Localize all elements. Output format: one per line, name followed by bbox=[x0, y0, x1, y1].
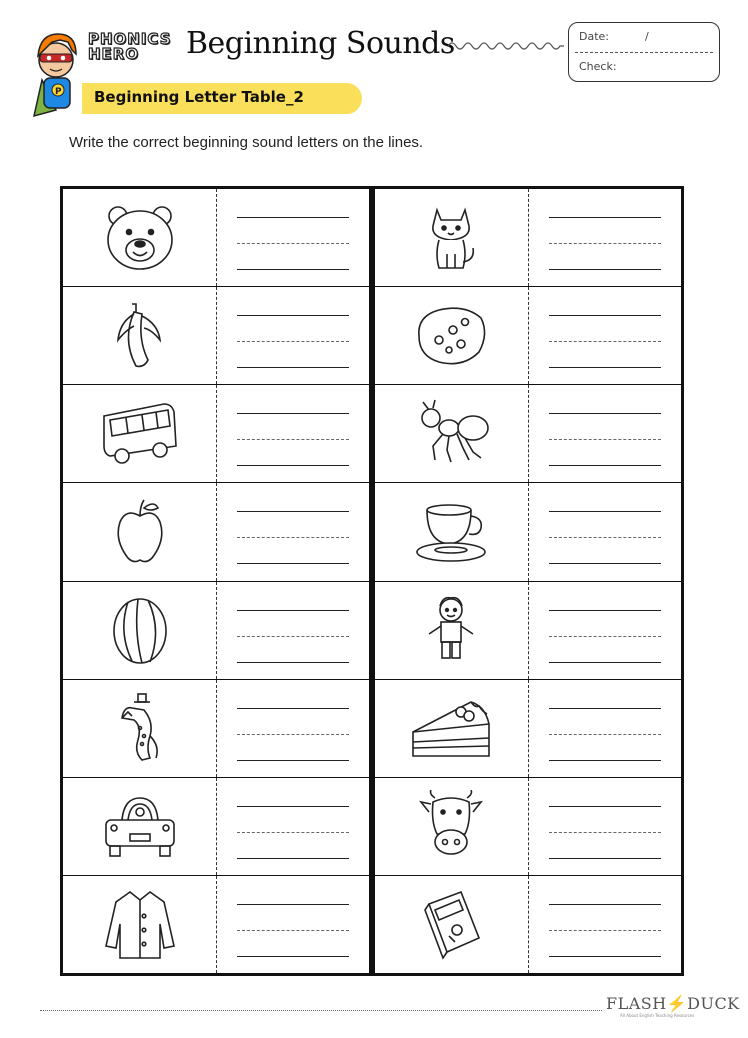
answer-lines[interactable] bbox=[217, 189, 369, 286]
picture-cell bbox=[63, 680, 217, 777]
answer-lines[interactable] bbox=[217, 483, 369, 580]
footer-dotted-line bbox=[40, 1010, 602, 1011]
answer-lines[interactable] bbox=[217, 582, 369, 679]
base-writing-line bbox=[237, 465, 349, 466]
base-writing-line bbox=[237, 760, 349, 761]
bear-icon bbox=[98, 202, 182, 274]
top-writing-line bbox=[237, 315, 349, 316]
alligator-icon bbox=[98, 692, 182, 764]
picture-cell bbox=[375, 287, 529, 384]
cup-icon bbox=[409, 496, 493, 568]
table-row bbox=[63, 778, 369, 876]
svg-text:P: P bbox=[55, 87, 62, 97]
answer-lines[interactable] bbox=[217, 385, 369, 482]
table-row bbox=[63, 680, 369, 778]
answer-lines[interactable] bbox=[217, 876, 369, 973]
picture-cell bbox=[63, 189, 217, 286]
answer-lines[interactable] bbox=[217, 778, 369, 875]
base-writing-line bbox=[237, 563, 349, 564]
cat-icon bbox=[409, 202, 493, 274]
top-writing-line bbox=[549, 315, 661, 316]
picture-cell bbox=[63, 483, 217, 580]
top-writing-line bbox=[549, 413, 661, 414]
table-row bbox=[63, 287, 369, 385]
cookie-icon bbox=[409, 300, 493, 372]
top-writing-line bbox=[237, 806, 349, 807]
answer-lines[interactable] bbox=[529, 287, 681, 384]
top-writing-line bbox=[237, 413, 349, 414]
table-row bbox=[375, 680, 681, 778]
flashduck-logo bbox=[606, 994, 740, 1013]
phonics-hero-logo bbox=[88, 32, 180, 62]
answer-lines[interactable] bbox=[529, 778, 681, 875]
mid-dashed-line bbox=[549, 537, 661, 538]
table-row bbox=[63, 385, 369, 483]
lightning-bolt-icon: ⚡ bbox=[666, 994, 688, 1013]
mid-dashed-line bbox=[237, 734, 349, 735]
cow-icon bbox=[409, 790, 493, 862]
top-writing-line bbox=[237, 217, 349, 218]
mid-dashed-line bbox=[549, 832, 661, 833]
picture-cell bbox=[375, 483, 529, 580]
logo-left: FLASH bbox=[606, 994, 667, 1013]
brand-line2: HERO bbox=[88, 45, 140, 63]
base-writing-line bbox=[237, 662, 349, 663]
top-writing-line bbox=[237, 610, 349, 611]
top-writing-line bbox=[549, 610, 661, 611]
cake-icon bbox=[409, 692, 493, 764]
book-icon bbox=[409, 888, 493, 960]
picture-cell bbox=[63, 778, 217, 875]
table-row bbox=[375, 778, 681, 876]
apple-icon bbox=[98, 496, 182, 568]
mid-dashed-line bbox=[549, 636, 661, 637]
date-separator: / bbox=[645, 30, 649, 43]
table-row bbox=[375, 287, 681, 385]
base-writing-line bbox=[237, 367, 349, 368]
mid-dashed-line bbox=[237, 832, 349, 833]
car-icon bbox=[98, 790, 182, 862]
bus-icon bbox=[98, 398, 182, 470]
picture-cell bbox=[375, 778, 529, 875]
mid-dashed-line bbox=[237, 636, 349, 637]
coat-icon bbox=[98, 888, 182, 960]
worksheet-subtitle: Beginning Letter Table_2 bbox=[94, 88, 304, 106]
answer-lines[interactable] bbox=[529, 385, 681, 482]
base-writing-line bbox=[549, 465, 661, 466]
answer-lines[interactable] bbox=[529, 483, 681, 580]
mid-dashed-line bbox=[549, 439, 661, 440]
picture-cell bbox=[63, 876, 217, 973]
beginning-letter-table bbox=[60, 186, 684, 976]
base-writing-line bbox=[237, 858, 349, 859]
table-row bbox=[63, 189, 369, 287]
table-row bbox=[63, 582, 369, 680]
picture-cell bbox=[375, 385, 529, 482]
table-row bbox=[375, 582, 681, 680]
mid-dashed-line bbox=[237, 243, 349, 244]
instruction-text: Write the correct beginning sound letters on the lines. bbox=[69, 134, 424, 151]
mid-dashed-line bbox=[549, 341, 661, 342]
mid-dashed-line bbox=[237, 341, 349, 342]
picture-cell bbox=[375, 582, 529, 679]
datebox-divider bbox=[575, 52, 713, 53]
mid-dashed-line bbox=[237, 439, 349, 440]
right-column bbox=[375, 189, 681, 973]
logo-right: DUCK bbox=[687, 994, 740, 1013]
table-row bbox=[63, 876, 369, 973]
answer-lines[interactable] bbox=[217, 287, 369, 384]
banana-icon bbox=[98, 300, 182, 372]
top-writing-line bbox=[549, 511, 661, 512]
mid-dashed-line bbox=[549, 930, 661, 931]
picture-cell bbox=[375, 876, 529, 973]
base-writing-line bbox=[549, 367, 661, 368]
mid-dashed-line bbox=[549, 734, 661, 735]
top-writing-line bbox=[549, 806, 661, 807]
base-writing-line bbox=[237, 956, 349, 957]
base-writing-line bbox=[237, 269, 349, 270]
date-label: Date: bbox=[579, 30, 609, 43]
base-writing-line bbox=[549, 858, 661, 859]
base-writing-line bbox=[549, 956, 661, 957]
brand-line1: PHONICS bbox=[88, 30, 172, 48]
base-writing-line bbox=[549, 269, 661, 270]
answer-lines[interactable] bbox=[529, 189, 681, 286]
base-writing-line bbox=[549, 760, 661, 761]
mid-dashed-line bbox=[549, 243, 661, 244]
mascot-icon bbox=[28, 20, 88, 120]
table-row bbox=[375, 483, 681, 581]
page-title: Beginning Sounds bbox=[186, 26, 455, 61]
picture-cell bbox=[63, 385, 217, 482]
top-writing-line bbox=[549, 708, 661, 709]
top-writing-line bbox=[237, 708, 349, 709]
top-writing-line bbox=[549, 904, 661, 905]
wavy-line-decoration bbox=[448, 38, 564, 54]
picture-cell bbox=[375, 189, 529, 286]
top-writing-line bbox=[237, 511, 349, 512]
left-column bbox=[63, 189, 369, 973]
base-writing-line bbox=[549, 662, 661, 663]
table-row bbox=[375, 189, 681, 287]
top-writing-line bbox=[549, 217, 661, 218]
answer-lines[interactable] bbox=[217, 680, 369, 777]
date-check-box bbox=[568, 22, 720, 82]
answer-lines[interactable] bbox=[529, 680, 681, 777]
check-label: Check: bbox=[579, 60, 617, 73]
ant-icon bbox=[409, 398, 493, 470]
table-row bbox=[375, 876, 681, 973]
top-writing-line bbox=[237, 904, 349, 905]
answer-lines[interactable] bbox=[529, 876, 681, 973]
table-row bbox=[375, 385, 681, 483]
footer-tagline: All About English Teaching Resources bbox=[620, 1013, 695, 1018]
picture-cell bbox=[375, 680, 529, 777]
table-row bbox=[63, 483, 369, 581]
mid-dashed-line bbox=[237, 930, 349, 931]
mid-dashed-line bbox=[237, 537, 349, 538]
picture-cell bbox=[63, 287, 217, 384]
answer-lines[interactable] bbox=[529, 582, 681, 679]
picture-cell bbox=[63, 582, 217, 679]
boy-icon bbox=[409, 594, 493, 666]
ball-icon bbox=[98, 594, 182, 666]
base-writing-line bbox=[549, 563, 661, 564]
